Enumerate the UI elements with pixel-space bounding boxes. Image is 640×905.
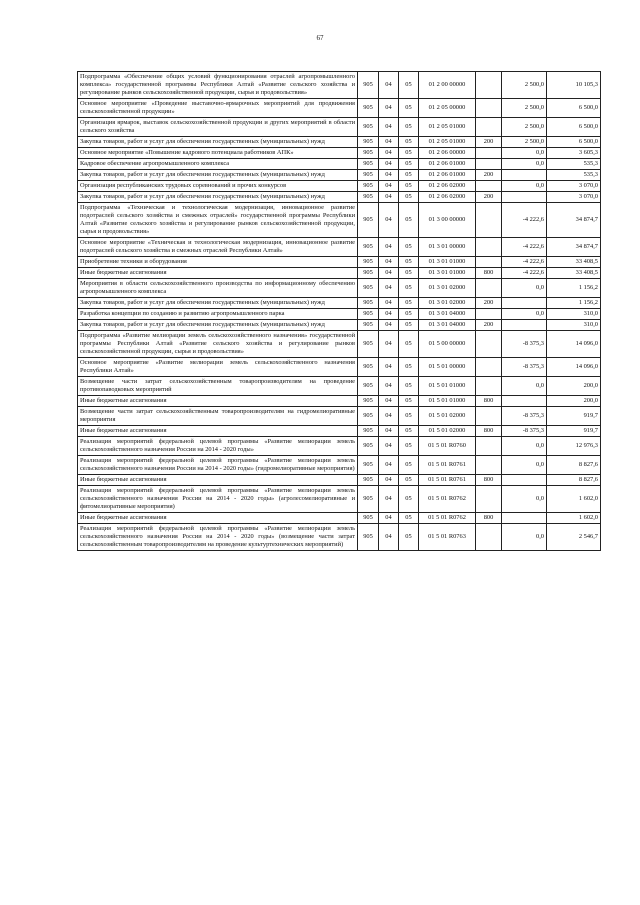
cell-pr: 05 bbox=[399, 524, 419, 551]
cell-csr: 01 5 01 02000 bbox=[419, 407, 476, 426]
cell-change bbox=[502, 396, 547, 407]
cell-vr bbox=[476, 279, 502, 298]
cell-change: 0,0 bbox=[502, 309, 547, 320]
cell-sum: 310,0 bbox=[547, 320, 601, 331]
cell-vr: 800 bbox=[476, 475, 502, 486]
cell-vr bbox=[476, 309, 502, 320]
cell-rz: 04 bbox=[379, 396, 399, 407]
cell-gr: 905 bbox=[358, 437, 379, 456]
cell-sum: 1 602,0 bbox=[547, 513, 601, 524]
cell-pr: 05 bbox=[399, 426, 419, 437]
cell-name: Разработка концепции по созданию и развитию агропромышленного парка bbox=[78, 309, 358, 320]
cell-vr bbox=[476, 486, 502, 513]
cell-change: -8 375,3 bbox=[502, 407, 547, 426]
table-row bbox=[78, 137, 601, 148]
table-row bbox=[78, 298, 601, 309]
cell-pr: 05 bbox=[399, 137, 419, 148]
cell-sum: 535,3 bbox=[547, 159, 601, 170]
cell-name: Иные бюджетные ассигнования bbox=[78, 426, 358, 437]
cell-vr: 800 bbox=[476, 426, 502, 437]
cell-csr: 01 2 06 02000 bbox=[419, 181, 476, 192]
cell-sum: 200,0 bbox=[547, 396, 601, 407]
cell-csr: 01 2 06 01000 bbox=[419, 170, 476, 181]
table-row bbox=[78, 396, 601, 407]
cell-pr: 05 bbox=[399, 159, 419, 170]
page-number: 67 bbox=[316, 34, 324, 42]
cell-sum: 1 156,2 bbox=[547, 279, 601, 298]
cell-csr: 01 3 00 00000 bbox=[419, 203, 476, 238]
table-row bbox=[78, 456, 601, 475]
cell-csr: 01 5 01 02000 bbox=[419, 426, 476, 437]
cell-name: Реализация мероприятий федеральной целевой программы «Развитие мелиорации земель сельскохозяйственного назначения России на 2014 - 2020 годы» bbox=[78, 437, 358, 456]
cell-gr: 905 bbox=[358, 192, 379, 203]
cell-pr: 05 bbox=[399, 118, 419, 137]
cell-rz: 04 bbox=[379, 257, 399, 268]
cell-pr: 05 bbox=[399, 320, 419, 331]
cell-rz: 04 bbox=[379, 377, 399, 396]
cell-gr: 905 bbox=[358, 513, 379, 524]
cell-sum: 1 602,0 bbox=[547, 486, 601, 513]
table-row bbox=[78, 513, 601, 524]
cell-pr: 05 bbox=[399, 192, 419, 203]
cell-gr: 905 bbox=[358, 203, 379, 238]
cell-sum: 8 827,6 bbox=[547, 456, 601, 475]
cell-name: Реализация мероприятий федеральной целевой программы «Развитие мелиорации земель сельскохозяйственного назначения России на 2014 - 2020 годы» (возмещение части затрат сельскохозяйственным товаропроизводителям на проведение культуртехнических мероприятий) bbox=[78, 524, 358, 551]
cell-pr: 05 bbox=[399, 407, 419, 426]
cell-change: -8 375,3 bbox=[502, 426, 547, 437]
cell-change: -4 222,6 bbox=[502, 238, 547, 257]
cell-vr: 200 bbox=[476, 320, 502, 331]
cell-csr: 01 3 01 04000 bbox=[419, 320, 476, 331]
cell-name: Приобретение техники и оборудования bbox=[78, 257, 358, 268]
cell-change bbox=[502, 513, 547, 524]
cell-change: 0,0 bbox=[502, 181, 547, 192]
cell-sum: 919,7 bbox=[547, 426, 601, 437]
cell-pr: 05 bbox=[399, 72, 419, 99]
cell-gr: 905 bbox=[358, 309, 379, 320]
cell-sum: 6 500,0 bbox=[547, 118, 601, 137]
cell-pr: 05 bbox=[399, 257, 419, 268]
cell-sum: 919,7 bbox=[547, 407, 601, 426]
cell-change: -8 375,3 bbox=[502, 331, 547, 358]
cell-sum: 3 605,3 bbox=[547, 148, 601, 159]
cell-name: Подпрограмма «Развитие мелиорации земель сельскохозяйственного назначения» государственной программы Республики Алтай «Развитие сельского хозяйства и регулирование рынков сельскохозяйственной продукции, сырья и продовольствия» bbox=[78, 331, 358, 358]
table-row bbox=[78, 192, 601, 203]
cell-vr bbox=[476, 181, 502, 192]
cell-vr bbox=[476, 203, 502, 238]
cell-sum: 6 500,0 bbox=[547, 137, 601, 148]
cell-gr: 905 bbox=[358, 377, 379, 396]
cell-change: 2 500,0 bbox=[502, 118, 547, 137]
cell-rz: 04 bbox=[379, 331, 399, 358]
cell-name: Возмещение части затрат сельскохозяйственным товаропроизводителям на гидромелиоративные мероприятия bbox=[78, 407, 358, 426]
cell-pr: 05 bbox=[399, 203, 419, 238]
cell-rz: 04 bbox=[379, 148, 399, 159]
cell-vr: 200 bbox=[476, 298, 502, 309]
cell-rz: 04 bbox=[379, 456, 399, 475]
cell-name: Закупка товаров, работ и услуг для обеспечения государственных (муниципальных) нужд bbox=[78, 170, 358, 181]
table-row bbox=[78, 72, 601, 99]
cell-vr bbox=[476, 148, 502, 159]
budget-table-body bbox=[78, 72, 601, 551]
table-row bbox=[78, 257, 601, 268]
cell-gr: 905 bbox=[358, 331, 379, 358]
cell-vr bbox=[476, 524, 502, 551]
cell-name: Организация республиканских трудовых соревнований и прочих конкурсов bbox=[78, 181, 358, 192]
cell-gr: 905 bbox=[358, 358, 379, 377]
cell-gr: 905 bbox=[358, 181, 379, 192]
cell-gr: 905 bbox=[358, 99, 379, 118]
cell-vr bbox=[476, 407, 502, 426]
cell-csr: 01 5 01 01000 bbox=[419, 396, 476, 407]
table-row bbox=[78, 486, 601, 513]
cell-sum: 34 874,7 bbox=[547, 238, 601, 257]
cell-name: Иные бюджетные ассигнования bbox=[78, 268, 358, 279]
cell-vr bbox=[476, 159, 502, 170]
table-row bbox=[78, 426, 601, 437]
cell-csr: 01 3 01 01000 bbox=[419, 268, 476, 279]
cell-csr: 01 2 06 01000 bbox=[419, 159, 476, 170]
cell-sum: 10 105,3 bbox=[547, 72, 601, 99]
table-row bbox=[78, 320, 601, 331]
cell-sum: 14 096,0 bbox=[547, 358, 601, 377]
cell-sum: 6 500,0 bbox=[547, 99, 601, 118]
cell-change: -4 222,6 bbox=[502, 203, 547, 238]
cell-sum: 33 408,5 bbox=[547, 268, 601, 279]
table-row bbox=[78, 407, 601, 426]
cell-rz: 04 bbox=[379, 203, 399, 238]
cell-sum: 310,0 bbox=[547, 309, 601, 320]
cell-change: 2 500,0 bbox=[502, 99, 547, 118]
cell-rz: 04 bbox=[379, 524, 399, 551]
cell-csr: 01 3 01 04000 bbox=[419, 309, 476, 320]
cell-vr bbox=[476, 437, 502, 456]
cell-pr: 05 bbox=[399, 148, 419, 159]
cell-gr: 905 bbox=[358, 268, 379, 279]
cell-gr: 905 bbox=[358, 524, 379, 551]
cell-name: Закупка товаров, работ и услуг для обеспечения государственных (муниципальных) нужд bbox=[78, 137, 358, 148]
cell-change: -8 375,3 bbox=[502, 358, 547, 377]
cell-csr: 01 3 01 01000 bbox=[419, 257, 476, 268]
cell-gr: 905 bbox=[358, 257, 379, 268]
cell-change: 0,0 bbox=[502, 524, 547, 551]
table-row bbox=[78, 181, 601, 192]
budget-table bbox=[77, 71, 601, 551]
cell-vr bbox=[476, 238, 502, 257]
cell-name: Реализация мероприятий федеральной целевой программы «Развитие мелиорации земель сельскохозяйственного назначения России на 2014 - 2020 годы» (агролесомелиоративные и фитомелиоративные мероприятия) bbox=[78, 486, 358, 513]
cell-sum: 3 070,0 bbox=[547, 181, 601, 192]
cell-vr bbox=[476, 331, 502, 358]
cell-name: Реализация мероприятий федеральной целевой программы «Развитие мелиорации земель сельскохозяйственного назначения России на 2014 - 2020 годы» (гидромелиоративные мероприятия) bbox=[78, 456, 358, 475]
cell-sum: 12 976,3 bbox=[547, 437, 601, 456]
cell-rz: 04 bbox=[379, 238, 399, 257]
cell-csr: 01 2 00 00000 bbox=[419, 72, 476, 99]
cell-name: Основное мероприятие «Проведение выставочно-ярмарочных мероприятий для продвижения сельскохозяйственной продукции» bbox=[78, 99, 358, 118]
table-row bbox=[78, 358, 601, 377]
cell-sum: 2 546,7 bbox=[547, 524, 601, 551]
cell-pr: 05 bbox=[399, 99, 419, 118]
cell-rz: 04 bbox=[379, 426, 399, 437]
cell-change: 0,0 bbox=[502, 486, 547, 513]
cell-vr bbox=[476, 456, 502, 475]
cell-csr: 01 5 01 00000 bbox=[419, 358, 476, 377]
cell-csr: 01 5 01 01000 bbox=[419, 377, 476, 396]
cell-rz: 04 bbox=[379, 513, 399, 524]
cell-vr bbox=[476, 72, 502, 99]
cell-rz: 04 bbox=[379, 118, 399, 137]
cell-sum: 1 156,2 bbox=[547, 298, 601, 309]
cell-gr: 905 bbox=[358, 426, 379, 437]
table-row bbox=[78, 99, 601, 118]
cell-pr: 05 bbox=[399, 437, 419, 456]
cell-sum: 33 408,5 bbox=[547, 257, 601, 268]
cell-pr: 05 bbox=[399, 331, 419, 358]
cell-gr: 905 bbox=[358, 486, 379, 513]
table-row bbox=[78, 148, 601, 159]
cell-change bbox=[502, 170, 547, 181]
cell-name: Подпрограмма «Техническая и технологическая модернизация, инновационное развитие подотраслей сельского хозяйства и смежных отраслей» государственной программы Республики Алтай «Развитие сельского хозяйства и регулирование рынков сельскохозяйственной продукции, сырья и продовольствия» bbox=[78, 203, 358, 238]
cell-vr: 800 bbox=[476, 513, 502, 524]
cell-rz: 04 bbox=[379, 309, 399, 320]
cell-sum: 8 827,6 bbox=[547, 475, 601, 486]
cell-rz: 04 bbox=[379, 159, 399, 170]
cell-vr: 200 bbox=[476, 192, 502, 203]
cell-name: Основное мероприятие «Развитие мелиорации земель сельскохозяйственного назначения Республики Алтай» bbox=[78, 358, 358, 377]
cell-rz: 04 bbox=[379, 268, 399, 279]
cell-change: 0,0 bbox=[502, 148, 547, 159]
cell-rz: 04 bbox=[379, 279, 399, 298]
cell-rz: 04 bbox=[379, 72, 399, 99]
cell-name: Закупка товаров, работ и услуг для обеспечения государственных (муниципальных) нужд bbox=[78, 192, 358, 203]
cell-gr: 905 bbox=[358, 238, 379, 257]
cell-pr: 05 bbox=[399, 298, 419, 309]
cell-vr bbox=[476, 99, 502, 118]
cell-vr bbox=[476, 377, 502, 396]
cell-name: Основное мероприятие «Повышение кадрового потенциала работников АПК» bbox=[78, 148, 358, 159]
table-row bbox=[78, 331, 601, 358]
cell-pr: 05 bbox=[399, 475, 419, 486]
table-row bbox=[78, 118, 601, 137]
cell-vr: 800 bbox=[476, 268, 502, 279]
cell-pr: 05 bbox=[399, 170, 419, 181]
cell-pr: 05 bbox=[399, 181, 419, 192]
cell-csr: 01 2 06 00000 bbox=[419, 148, 476, 159]
cell-change: -4 222,6 bbox=[502, 257, 547, 268]
table-row bbox=[78, 524, 601, 551]
cell-change: 0,0 bbox=[502, 456, 547, 475]
cell-sum: 14 096,0 bbox=[547, 331, 601, 358]
cell-name: Основное мероприятие «Техническая и технологическая модернизация, инновационное развитие подотраслей сельского хозяйства и смежных отраслей Республики Алтай» bbox=[78, 238, 358, 257]
cell-rz: 04 bbox=[379, 137, 399, 148]
cell-csr: 01 5 01 R0762 bbox=[419, 513, 476, 524]
cell-change bbox=[502, 475, 547, 486]
cell-name: Закупка товаров, работ и услуг для обеспечения государственных (муниципальных) нужд bbox=[78, 320, 358, 331]
cell-gr: 905 bbox=[358, 407, 379, 426]
table-row bbox=[78, 437, 601, 456]
cell-change: 2 500,0 bbox=[502, 137, 547, 148]
cell-name: Иные бюджетные ассигнования bbox=[78, 396, 358, 407]
cell-gr: 905 bbox=[358, 279, 379, 298]
table-row bbox=[78, 268, 601, 279]
table-row bbox=[78, 170, 601, 181]
cell-rz: 04 bbox=[379, 298, 399, 309]
cell-pr: 05 bbox=[399, 513, 419, 524]
cell-rz: 04 bbox=[379, 192, 399, 203]
cell-csr: 01 3 01 00000 bbox=[419, 238, 476, 257]
cell-change: 0,0 bbox=[502, 377, 547, 396]
cell-name: Мероприятия в области сельскохозяйственного производства по информационному обеспечению агропромышленного комплекса bbox=[78, 279, 358, 298]
table-row bbox=[78, 238, 601, 257]
cell-csr: 01 2 05 01000 bbox=[419, 137, 476, 148]
cell-rz: 04 bbox=[379, 475, 399, 486]
cell-pr: 05 bbox=[399, 358, 419, 377]
cell-change bbox=[502, 298, 547, 309]
table-row bbox=[78, 377, 601, 396]
cell-csr: 01 5 01 R0761 bbox=[419, 475, 476, 486]
cell-change: 0,0 bbox=[502, 437, 547, 456]
cell-change: -4 222,6 bbox=[502, 268, 547, 279]
cell-pr: 05 bbox=[399, 309, 419, 320]
cell-pr: 05 bbox=[399, 238, 419, 257]
cell-sum: 535,3 bbox=[547, 170, 601, 181]
cell-sum: 3 070,0 bbox=[547, 192, 601, 203]
cell-gr: 905 bbox=[358, 72, 379, 99]
cell-csr: 01 5 01 R0760 bbox=[419, 437, 476, 456]
cell-rz: 04 bbox=[379, 99, 399, 118]
table-row bbox=[78, 203, 601, 238]
cell-csr: 01 5 00 00000 bbox=[419, 331, 476, 358]
cell-vr bbox=[476, 118, 502, 137]
cell-gr: 905 bbox=[358, 396, 379, 407]
cell-vr bbox=[476, 358, 502, 377]
cell-gr: 905 bbox=[358, 320, 379, 331]
cell-name: Иные бюджетные ассигнования bbox=[78, 475, 358, 486]
cell-change bbox=[502, 320, 547, 331]
cell-pr: 05 bbox=[399, 396, 419, 407]
cell-sum: 200,0 bbox=[547, 377, 601, 396]
cell-rz: 04 bbox=[379, 170, 399, 181]
cell-sum: 34 874,7 bbox=[547, 203, 601, 238]
cell-vr: 200 bbox=[476, 170, 502, 181]
cell-pr: 05 bbox=[399, 279, 419, 298]
cell-vr: 200 bbox=[476, 137, 502, 148]
cell-gr: 905 bbox=[358, 159, 379, 170]
cell-rz: 04 bbox=[379, 407, 399, 426]
cell-rz: 04 bbox=[379, 358, 399, 377]
cell-csr: 01 2 05 01000 bbox=[419, 118, 476, 137]
cell-gr: 905 bbox=[358, 118, 379, 137]
cell-gr: 905 bbox=[358, 148, 379, 159]
cell-vr bbox=[476, 257, 502, 268]
cell-change: 0,0 bbox=[502, 159, 547, 170]
cell-gr: 905 bbox=[358, 170, 379, 181]
cell-gr: 905 bbox=[358, 298, 379, 309]
cell-csr: 01 5 01 R0763 bbox=[419, 524, 476, 551]
cell-vr: 800 bbox=[476, 396, 502, 407]
cell-name: Возмещение части затрат сельскохозяйственным товаропроизводителям на проведение противопаводковых мероприятий bbox=[78, 377, 358, 396]
cell-gr: 905 bbox=[358, 456, 379, 475]
cell-change: 0,0 bbox=[502, 279, 547, 298]
cell-rz: 04 bbox=[379, 181, 399, 192]
cell-pr: 05 bbox=[399, 456, 419, 475]
cell-gr: 905 bbox=[358, 475, 379, 486]
cell-name: Подпрограмма «Обеспечение общих условий функционирования отраслей агропромышленного комплекса» государственной программы Республики Алтай «Развитие сельского хозяйства и регулирование рынков сельскохозяйственной продукции, сырья и продовольствия» bbox=[78, 72, 358, 99]
cell-rz: 04 bbox=[379, 437, 399, 456]
table-row bbox=[78, 309, 601, 320]
cell-gr: 905 bbox=[358, 137, 379, 148]
cell-change: 2 500,0 bbox=[502, 72, 547, 99]
cell-change bbox=[502, 192, 547, 203]
cell-csr: 01 3 01 02000 bbox=[419, 298, 476, 309]
cell-rz: 04 bbox=[379, 320, 399, 331]
cell-rz: 04 bbox=[379, 486, 399, 513]
cell-name: Закупка товаров, работ и услуг для обеспечения государственных (муниципальных) нужд bbox=[78, 298, 358, 309]
cell-csr: 01 2 06 02000 bbox=[419, 192, 476, 203]
table-row bbox=[78, 475, 601, 486]
table-row bbox=[78, 159, 601, 170]
cell-name: Иные бюджетные ассигнования bbox=[78, 513, 358, 524]
cell-pr: 05 bbox=[399, 486, 419, 513]
cell-pr: 05 bbox=[399, 377, 419, 396]
cell-name: Кадровое обеспечение агропромышленного комплекса bbox=[78, 159, 358, 170]
cell-pr: 05 bbox=[399, 268, 419, 279]
cell-name: Организация ярмарок, выставок сельскохозяйственной продукции и других мероприятий в области сельского хозяйства bbox=[78, 118, 358, 137]
cell-csr: 01 3 01 02000 bbox=[419, 279, 476, 298]
table-row bbox=[78, 279, 601, 298]
cell-csr: 01 2 05 00000 bbox=[419, 99, 476, 118]
cell-csr: 01 5 01 R0762 bbox=[419, 486, 476, 513]
cell-csr: 01 5 01 R0761 bbox=[419, 456, 476, 475]
